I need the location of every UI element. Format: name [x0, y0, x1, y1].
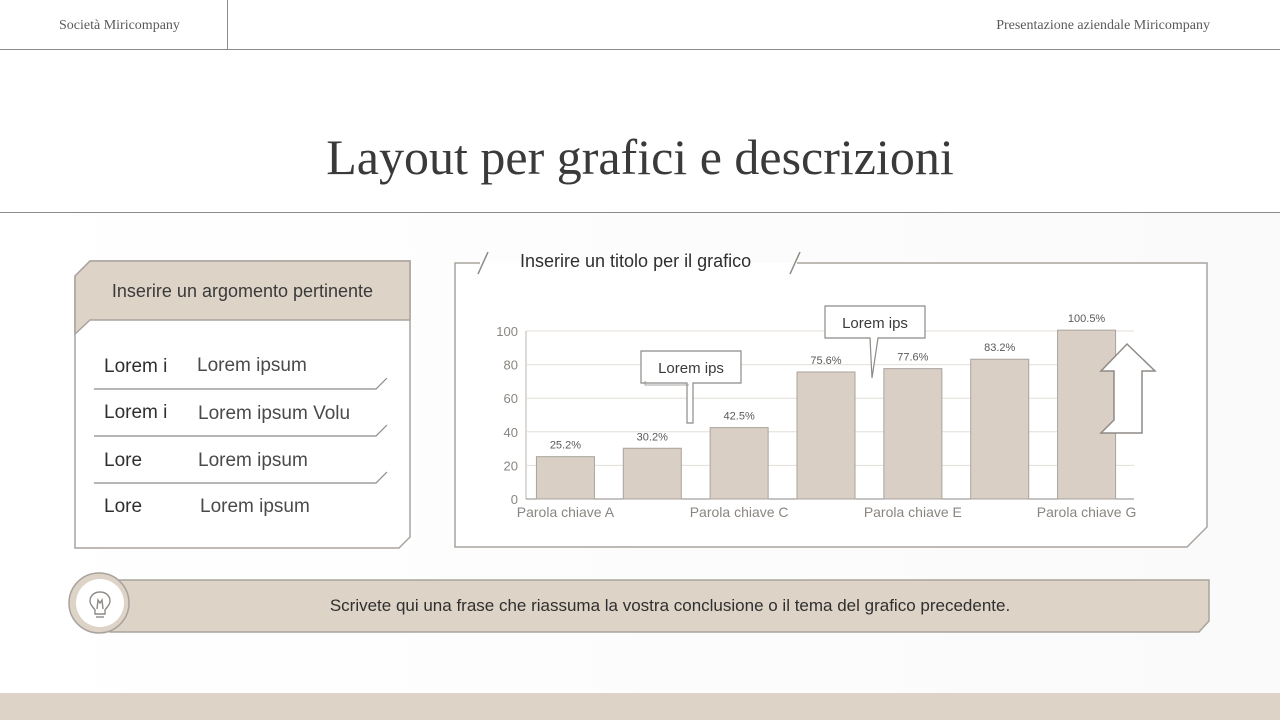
data-label: 77.6% — [897, 351, 929, 364]
conclusion-text: Scrivete qui una frase che riassuma la vostra conclusione o il tema del grafico precedente. — [329, 596, 1011, 615]
callout-text: Lorem ips — [658, 360, 724, 377]
data-label: 42.5% — [723, 410, 755, 423]
y-tick-label: 0 — [510, 492, 518, 507]
presentation-name: Presentazione aziendale Miricompany — [996, 18, 1210, 33]
row-value: Lorem ipsum Volu — [198, 403, 351, 424]
row-value: Lorem ipsum — [198, 450, 308, 471]
row-label: Lorem i — [104, 402, 168, 423]
row-label: Lore — [104, 450, 143, 471]
data-label: 75.6% — [810, 354, 842, 367]
y-tick-label: 40 — [503, 424, 518, 440]
row-label: Lorem i — [104, 356, 168, 377]
y-tick-label: 60 — [503, 391, 518, 407]
x-tick-label: Parola chiave E — [863, 504, 962, 520]
x-tick-label: Parola chiave A — [516, 504, 615, 520]
x-tick-label: Parola chiave G — [1036, 504, 1137, 520]
footer-band — [0, 693, 1280, 720]
x-tick-label: Parola chiave C — [689, 504, 789, 520]
data-label: 30.2% — [636, 431, 668, 444]
y-tick-label: 100 — [496, 324, 518, 339]
row-value: Lorem ipsum — [200, 496, 310, 517]
row-value: Lorem ipsum — [197, 355, 307, 376]
y-tick-label: 80 — [503, 357, 518, 373]
page-title: Layout per grafici e descrizioni — [326, 129, 954, 185]
topic-heading: Inserire un argomento pertinente — [111, 281, 374, 301]
callout-text: Lorem ips — [842, 315, 908, 332]
data-label: 25.2% — [549, 439, 582, 452]
chart-title: Inserire un titolo per il grafico — [520, 251, 752, 271]
company-name: Società Miricompany — [59, 18, 180, 33]
y-tick-label: 20 — [503, 458, 518, 474]
data-label: 83.2% — [984, 342, 1016, 355]
row-label: Lore — [104, 496, 143, 517]
data-label: 100.5% — [1067, 313, 1106, 326]
